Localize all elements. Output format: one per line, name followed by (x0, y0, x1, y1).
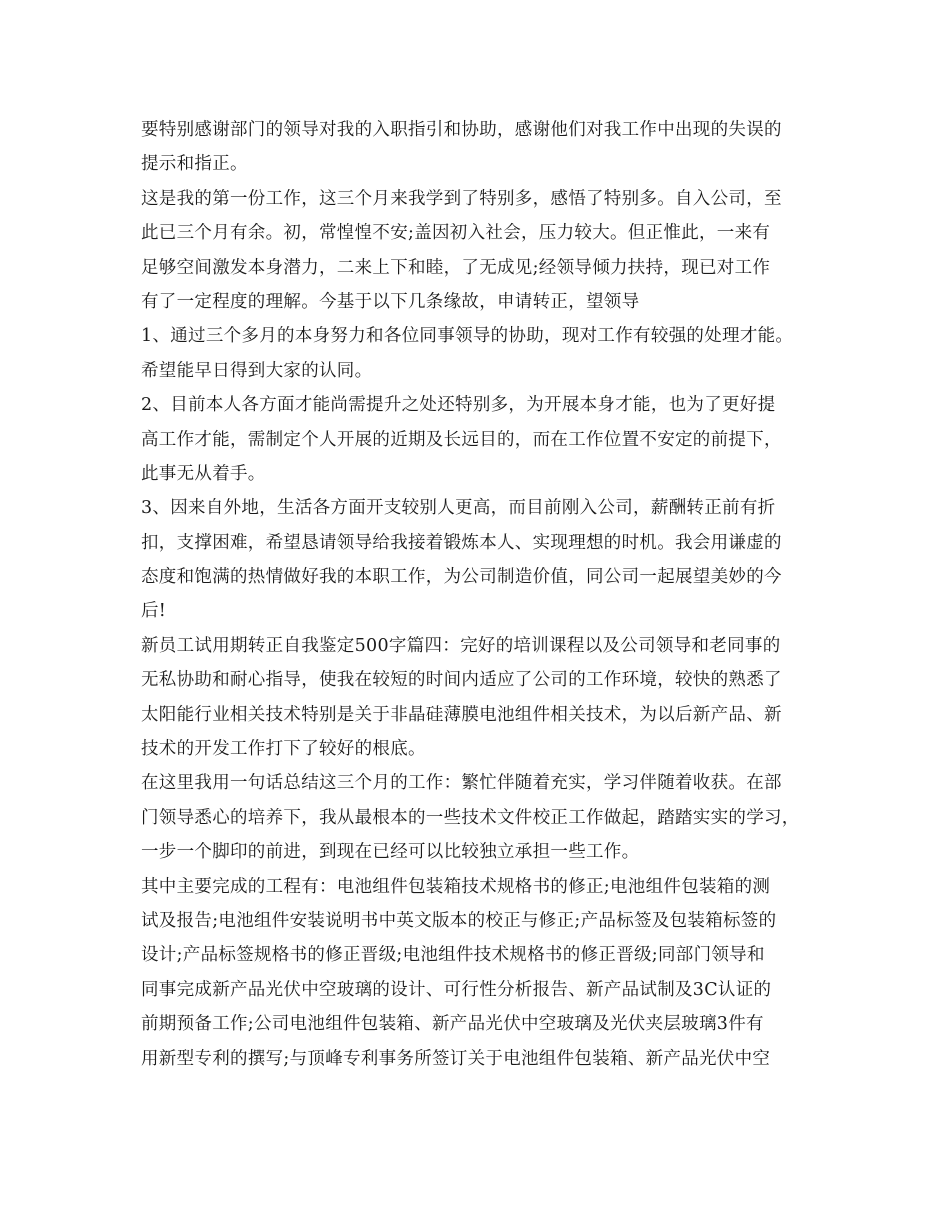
text-line: 技术的开发工作打下了较好的根底。 (141, 739, 426, 760)
text-line: 在这里我用一句话总结这三个月的工作：繁忙伴随着充实，学习伴随着收获。在部 (141, 773, 782, 794)
text-line: 太阳能行业相关技术特别是关于非晶硅薄膜电池组件相关技术，为以后新产品、新 (141, 704, 782, 725)
text-line: 新员工试用期转正自我鉴定500字篇四：完好的培训课程以及公司领导和老同事的 (141, 635, 781, 656)
text-line: 一步一个脚印的前进，到现在已经可以比较独立承担一些工作。 (141, 842, 640, 863)
text-line: 门领导悉心的培养下，我从最根本的一些技术文件校正工作做起，踏踏实实的学习， (141, 807, 800, 828)
text-line: 3、因来自外地，生活各方面开支较别人更高，而目前刚入公司，薪酬转正前有折 (141, 498, 776, 519)
text-line: 提示和指正。 (141, 154, 248, 175)
text-line: 无私协助和耐心指导，使我在较短的时间内适应了公司的工作环境，较快的熟悉了 (141, 670, 782, 691)
text-line: 其中主要完成的工程有：电池组件包装箱技术规格书的修正;电池组件包装箱的测 (141, 876, 771, 897)
text-line: 试及报告;电池组件安装说明书中英文版本的校正与修正;产品标签及包装箱标签的 (141, 910, 777, 931)
text-line: 后! (141, 601, 167, 622)
text-line: 态度和饱满的热情做好我的本职工作，为公司制造价值，同公司一起展望美妙的今 (141, 567, 782, 588)
text-line: 高工作才能，需制定个人开展的近期及长远目的，而在工作位置不安定的前提下， (141, 429, 782, 450)
text-line: 同事完成新产品光伏中空玻璃的设计、可行性分析报告、新产品试制及3C认证的 (141, 979, 772, 1000)
text-line: 希望能早日得到大家的认同。 (141, 360, 373, 381)
text-line: 有了一定程度的理解。今基于以下几条缘故，申请转正，望领导 (141, 291, 640, 312)
text-line: 要特别感谢部门的领导对我的入职指引和协助，感谢他们对我工作中出现的失误的 (141, 120, 782, 140)
text-line: 此已三个月有余。初，常惶惶不安;盖因初入社会，压力较大。但正惟此，一来有 (141, 223, 771, 244)
text-line: 扣，支撑困难，希望恳请领导给我接着锻炼本人、实现理想的时机。我会用谦虚的 (141, 532, 782, 553)
text-line: 前期预备工作;公司电池组件包装箱、新产品光伏中空玻璃及光伏夹层玻璃3件有 (141, 1014, 764, 1035)
text-line: 2、目前本人各方面才能尚需提升之处还特别多，为开展本身才能，也为了更好提 (141, 395, 776, 416)
text-line: 1、通过三个多月的本身努力和各位同事领导的协助，现对工作有较强的处理才能。 (141, 326, 794, 347)
text-line: 足够空间激发本身潜力，二来上下和睦，了无成见;经领导倾力扶持，现已对工作 (141, 257, 771, 278)
document-body (141, 113, 831, 1076)
text-line: 用新型专利的撰写;与顶峰专利事务所签订关于电池组件包装箱、新产品光伏中空 (141, 1048, 771, 1069)
text-line: 这是我的第一份工作，这三个月来我学到了特别多，感悟了特别多。自入公司，至 (141, 188, 782, 209)
text-line: 此事无从着手。 (141, 463, 266, 484)
text-line: 设计;产品标签规格书的修正晋级;电池组件技术规格书的修正晋级;同部门领导和 (141, 945, 765, 966)
